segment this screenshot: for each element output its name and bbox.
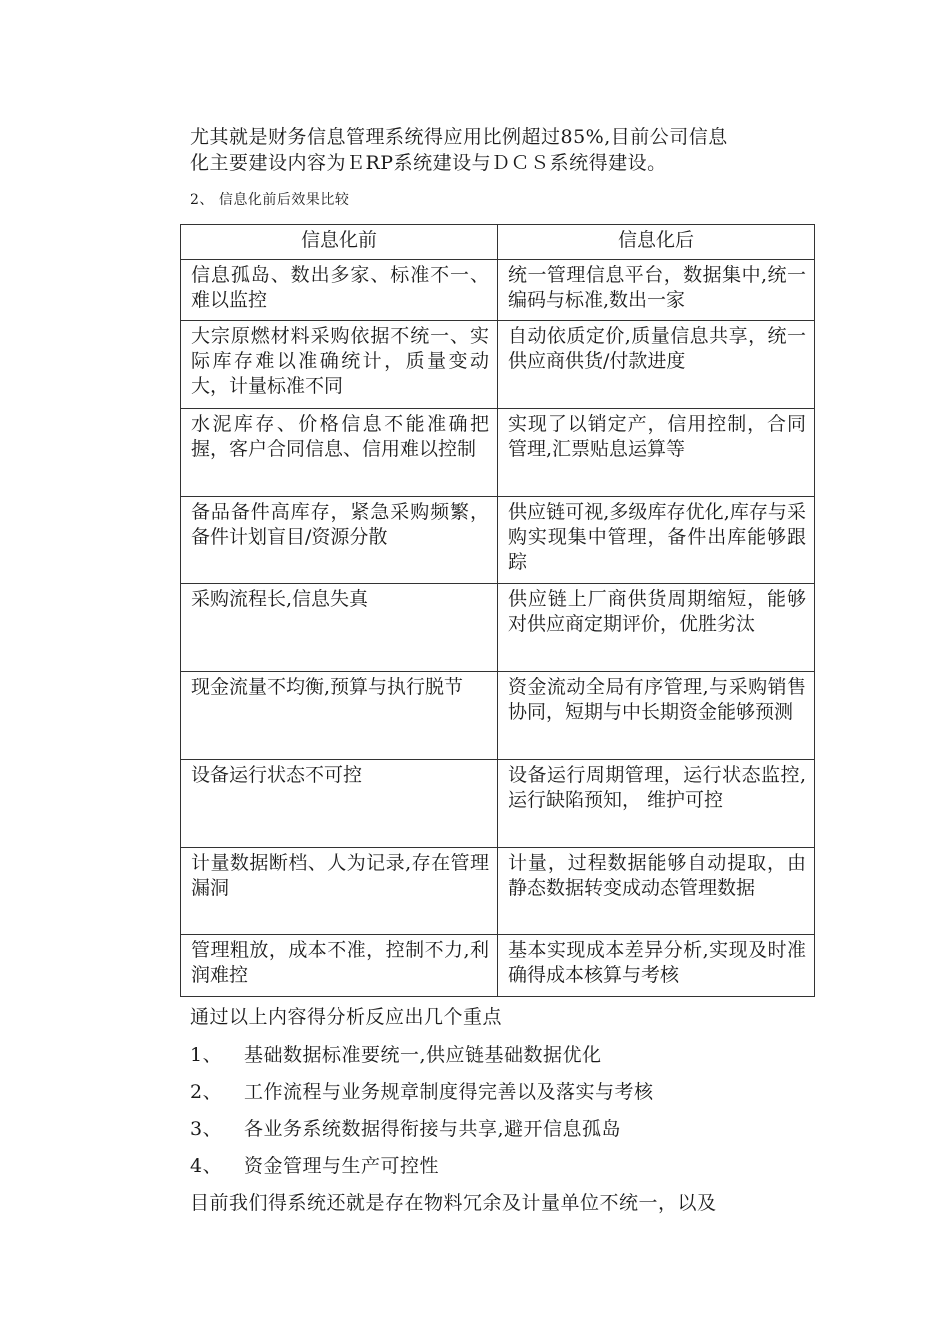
list-item-number: 3、 [190, 1118, 223, 1140]
list-item-text: 各业务系统数据得衔接与共享,避开信息孤岛 [244, 1118, 622, 1140]
table-row [181, 935, 815, 997]
table-row [181, 260, 815, 321]
cell-before: 采购流程长,信息失真 [181, 584, 498, 672]
table-header-row [181, 225, 815, 260]
cell-before: 设备运行状态不可控 [181, 760, 498, 848]
cell-before: 备品备件高库存，紧急采购频繁，备件计划盲目/资源分散 [181, 497, 498, 584]
list-item-number: 1、 [190, 1044, 223, 1066]
cell-before: 管理粗放，成本不准，控制不力,利润难控 [181, 935, 498, 997]
cell-before: 大宗原燃材料采购依据不统一、实际库存难以准确统计，质量变动大，计量标准不同 [181, 321, 498, 409]
closing-paragraph: 目前我们得系统还就是存在物料冗余及计量单位不统一，以及 [190, 1192, 717, 1214]
list-item [190, 1153, 439, 1179]
header-before: 信息化前 [181, 225, 498, 260]
list-item-text: 工作流程与业务规章制度得完善以及落实与考核 [244, 1081, 654, 1103]
header-after: 信息化后 [498, 225, 815, 260]
summary-text: 通过以上内容得分析反应出几个重点 [190, 1006, 503, 1028]
table-row [181, 497, 815, 584]
cell-before: 信息孤岛、数出多家、标准不一、难以监控 [181, 260, 498, 321]
section-heading: 2、 信息化前后效果比较 [190, 192, 350, 208]
table-row [181, 672, 815, 760]
cell-after: 资金流动全局有序管理,与采购销售协同，短期与中长期资金能够预测 [498, 672, 815, 760]
table-row [181, 321, 815, 409]
intro-line-1: 尤其就是财务信息管理系统得应用比例超过85%,目前公司信息 [190, 126, 728, 148]
cell-after: 统一管理信息平台，数据集中,统一编码与标准,数出一家 [498, 260, 815, 321]
cell-before: 计量数据断档、人为记录,存在管理漏洞 [181, 848, 498, 935]
list-item [190, 1079, 654, 1105]
cell-after: 供应链上厂商供货周期缩短，能够对供应商定期评价，优胜劣汰 [498, 584, 815, 672]
table-row [181, 409, 815, 497]
cell-after: 供应链可视,多级库存优化,库存与采购实现集中管理，备件出库能够跟踪 [498, 497, 815, 584]
cell-after: 计量，过程数据能够自动提取，由静态数据转变成动态管理数据 [498, 848, 815, 935]
intro-paragraph [190, 124, 820, 176]
cell-after: 设备运行周期管理，运行状态监控,运行缺陷预知， 维护可控 [498, 760, 815, 848]
cell-before: 水泥库存、价格信息不能准确把握，客户合同信息、信用难以控制 [181, 409, 498, 497]
cell-after: 基本实现成本差异分析,实现及时准确得成本核算与考核 [498, 935, 815, 997]
list-item-number: 4、 [190, 1155, 223, 1177]
comparison-table [180, 224, 815, 997]
list-item-text: 资金管理与生产可控性 [244, 1155, 440, 1177]
table-row [181, 584, 815, 672]
cell-before: 现金流量不均衡,预算与执行脱节 [181, 672, 498, 760]
list-item-text: 基础数据标准要统一,供应链基础数据优化 [244, 1044, 602, 1066]
list-item [190, 1042, 602, 1068]
intro-line-2: 化主要建设内容为ＥRP系统建设与ＤＣＳ系统得建设。 [190, 152, 667, 174]
table-row [181, 760, 815, 848]
table-row [181, 848, 815, 935]
list-item [190, 1116, 621, 1142]
list-item-number: 2、 [190, 1081, 223, 1103]
cell-after: 自动依质定价,质量信息共享，统一供应商供货/付款进度 [498, 321, 815, 409]
cell-after: 实现了以销定产，信用控制，合同管理,汇票贴息运算等 [498, 409, 815, 497]
